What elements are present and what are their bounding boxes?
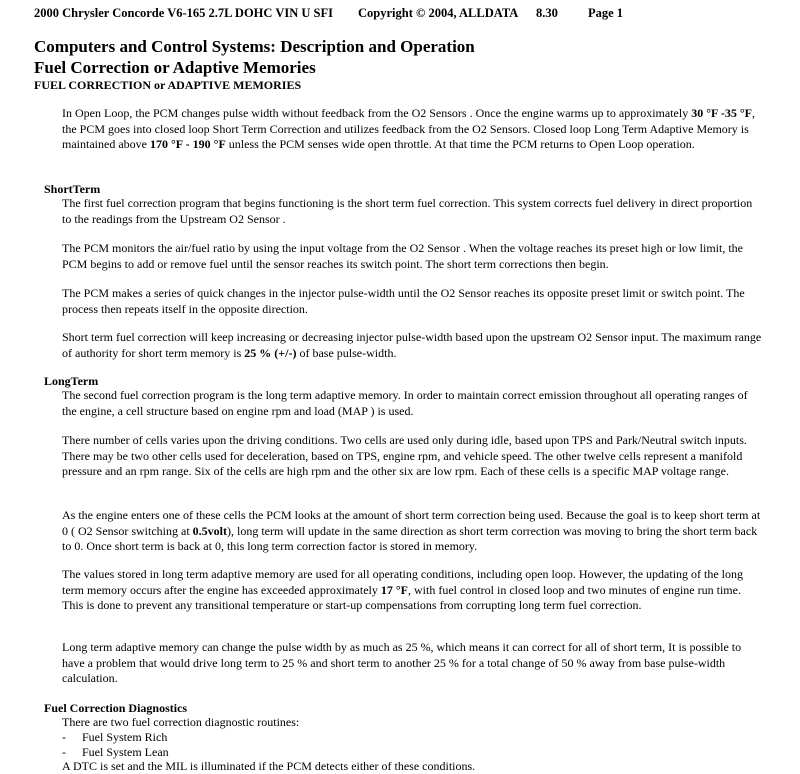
- long-term-p3-text-b: ), long term will update in the same direction as short term correction was moving to bring the short term back to 0. Once short term is back at 0, this long term correction factor is stored in memory.: [62, 523, 758, 553]
- intro-text-b: , the PCM goes into closed loop Short Term Correction and utilizes feedback from the O2 Sensors. Closed loop Long Term Adaptive Memory is maintained above: [62, 106, 756, 151]
- intro-paragraph: [62, 106, 764, 153]
- list-bullet: -: [62, 730, 66, 744]
- list-item-label: Fuel System Rich: [82, 730, 168, 744]
- document-subtitle: Fuel Correction or Adaptive Memories: [34, 58, 316, 77]
- header-page-number: Page 1: [588, 6, 624, 20]
- short-term-heading: ShortTerm: [44, 182, 101, 196]
- short-term-paragraph-3: The PCM makes a series of quick changes in the injector pulse-width until the O2 Sensor reaches its opposite preset limit or switch point. The process then repeats itself in the opposite direction.: [62, 286, 745, 316]
- long-term-paragraph-3: [62, 508, 764, 555]
- short-term-p4-text-b: of base pulse-width.: [296, 345, 397, 360]
- long-term-p4-text-a: The values stored in long term adaptive memory are used for all operating conditions, including open loop. However, the updating of the long term memory occurs after the engine has exceeded approximately: [62, 567, 744, 597]
- switching-voltage: 0.5volt: [192, 523, 227, 538]
- document-section-caption: FUEL CORRECTION or ADAPTIVE MEMORIES: [34, 78, 302, 92]
- long-term-heading: LongTerm: [44, 374, 99, 388]
- diagnostics-intro: There are two fuel correction diagnostic routines:: [62, 715, 300, 729]
- document-title: Computers and Control Systems: Description and Operation: [34, 37, 475, 56]
- list-item: [62, 730, 167, 745]
- header-copyright: Copyright © 2004, ALLDATA: [358, 6, 519, 20]
- long-term-p3-text-a: As the engine enters one of these cells the PCM looks at the amount of short term correction being used. Because the goal is to keep short term at 0 ( O2 Sensor switching at: [62, 508, 761, 538]
- list-item-label: Fuel System Lean: [82, 745, 169, 759]
- intro-text-a: In Open Loop, the PCM changes pulse width without feedback from the O2 Sensors . Once the engine warms up to approximately: [62, 106, 692, 120]
- long-term-p4-text-b: , with fuel control in closed loop and two minutes of engine run time. This is done to prevent any transitional temperature or start-up compensations from corrupting long term fuel correction.: [62, 582, 741, 612]
- header-vehicle: 2000 Chrysler Concorde V6-165 2.7L DOHC VIN U SFI: [34, 6, 333, 20]
- short-term-p4-text-a: Short term fuel correction will keep increasing or decreasing injector pulse-width based upon the upstream O2 Sensor input. The maximum range of authority for short term memory is: [62, 330, 762, 360]
- page-header: [34, 6, 790, 21]
- list-item: [62, 745, 169, 760]
- header-version: 8.30: [536, 6, 558, 20]
- long-term-paragraph-4: [62, 567, 764, 614]
- long-term-paragraph-2: There number of cells varies upon the driving conditions. Two cells are used only during idle, based upon TPS and Park/Neutral switch inputs. There may be two other cells used for deceleration, based on TPS, engine rpm, and vehicle speed. The other twelve cells represent a manifold pressure and an rpm range. Six of the cells are high rpm and the other six are low rpm. Each of these cells is a specific MAP voltage range.: [62, 433, 747, 478]
- short-term-paragraph-1: The first fuel correction program that begins functioning is the short term fuel correction. This system corrects fuel delivery in direct proportion to the readings from the Upstream O2 Sensor .: [62, 196, 753, 226]
- long-term-paragraph-1: The second fuel correction program is the long term adaptive memory. In order to maintain correct emission throughout all operating ranges of the engine, a cell structure based on engine rpm and load (MAP ) is used.: [62, 388, 748, 418]
- short-term-range: 25 % (+/-): [244, 345, 297, 360]
- short-term-paragraph-2: The PCM monitors the air/fuel ratio by using the input voltage from the O2 Sensor . When the voltage reaches its preset high or low limit, the PCM begins to add or remove fuel until the sensor reaches its switch point. The short term corrections then begin.: [62, 241, 743, 271]
- list-bullet: -: [62, 745, 66, 759]
- diagnostics-footer: A DTC is set and the MIL is illuminated if the PCM detects either of these conditions.: [62, 759, 476, 773]
- short-term-paragraph-4: [62, 330, 764, 361]
- long-term-paragraph-5: Long term adaptive memory can change the pulse width by as much as 25 %, which means it can correct for all of short term, It is possible to have a problem that would drive long term to 25 % and short term to another 25 % for a total change of 50 % away from base pulse-width calculation.: [62, 640, 742, 685]
- intro-closed-loop-temp: 30 °F -35 °F: [691, 106, 753, 120]
- intro-long-term-temp: 170 °F - 190 °F: [149, 137, 226, 151]
- intro-text-c: unless the PCM senses wide open throttle. At that time the PCM returns to Open Loop operation.: [225, 137, 695, 151]
- diagnostics-heading: Fuel Correction Diagnostics: [44, 701, 188, 715]
- update-temperature: 17 °F: [380, 582, 409, 597]
